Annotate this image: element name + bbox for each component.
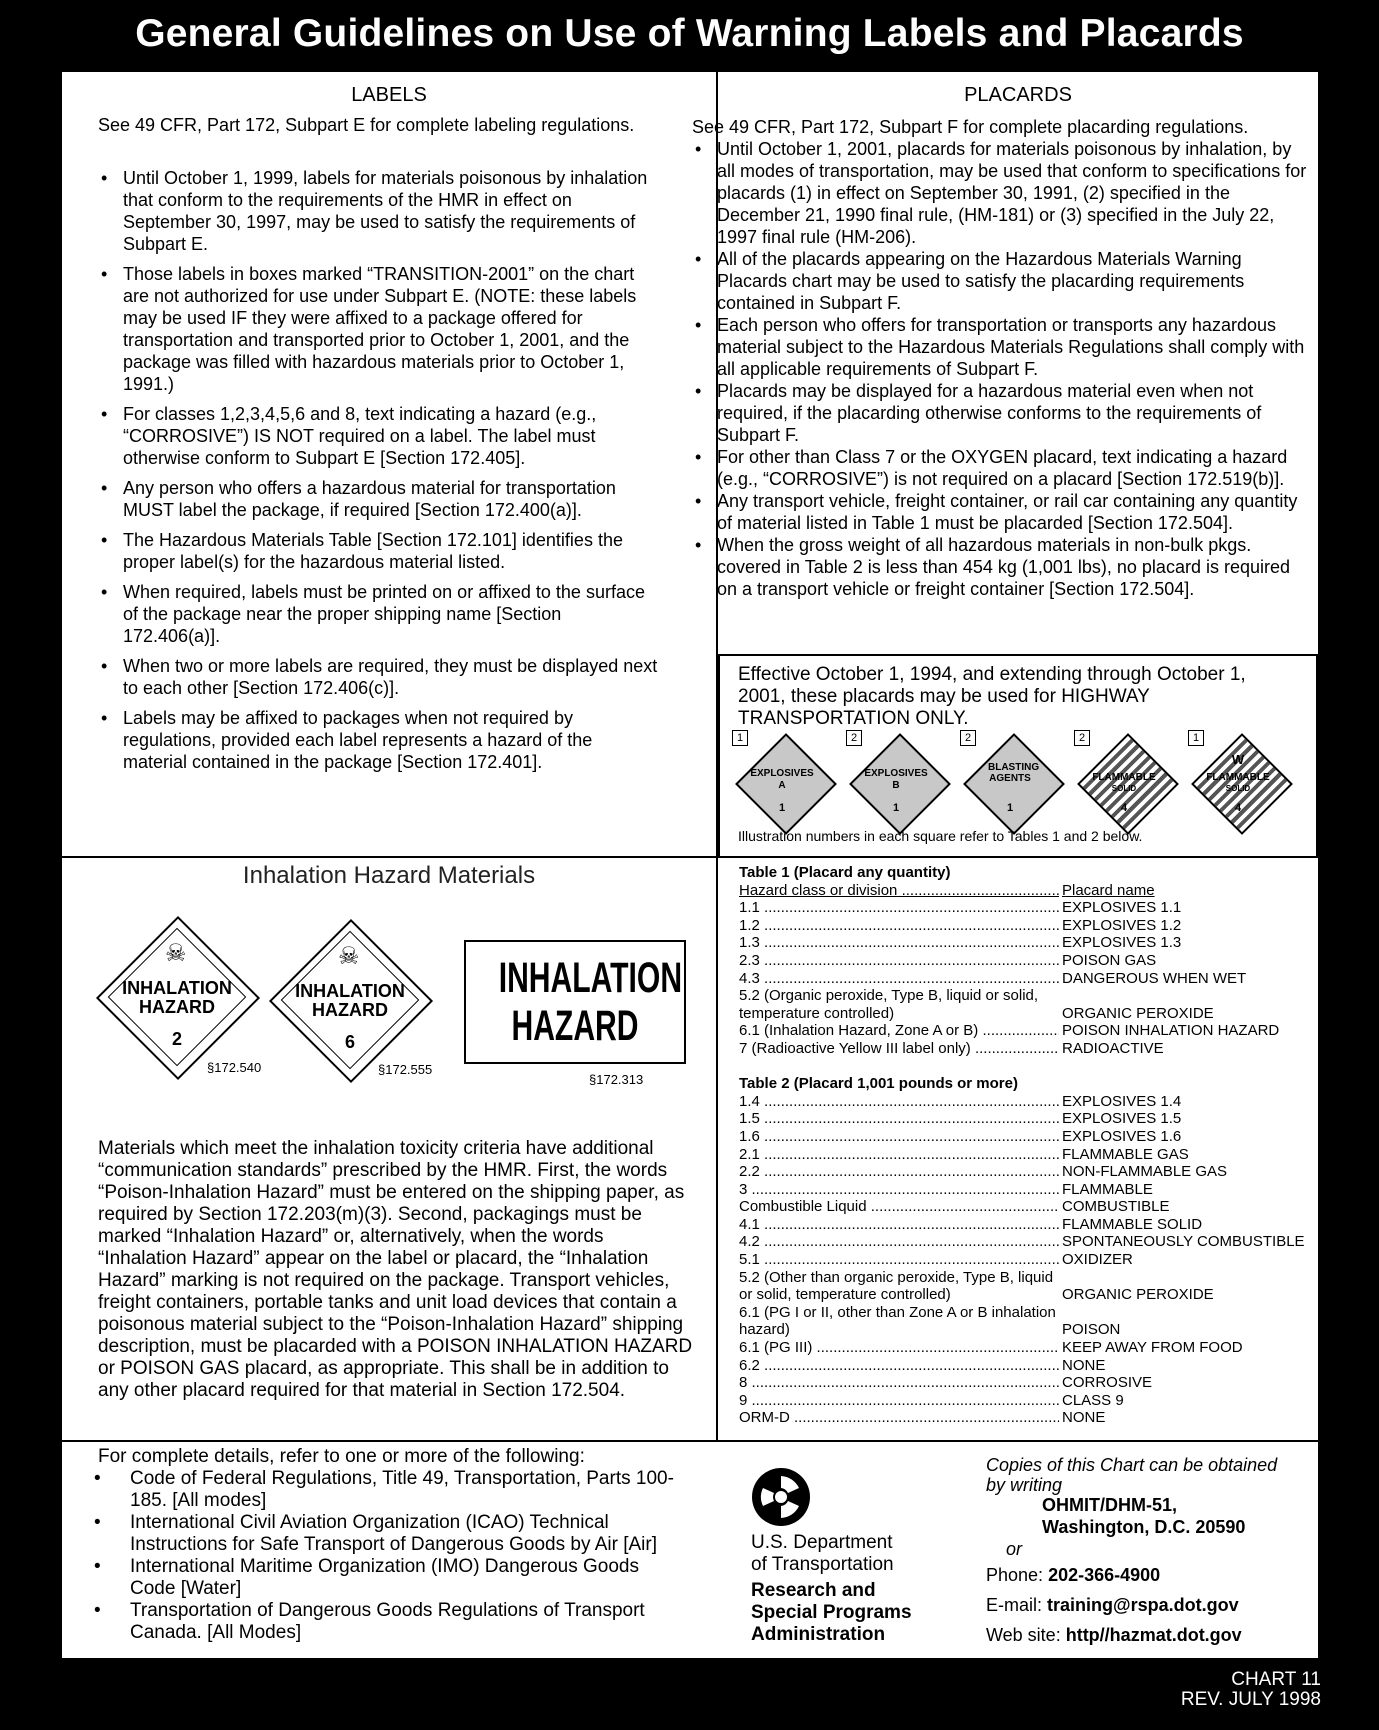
placard-flammable-solid-w: [1188, 730, 1288, 830]
column-header-text: Hazard class or division: [739, 881, 898, 899]
label-class: 6: [344, 1032, 355, 1052]
table1-title: Table 1 (Placard any quantity): [739, 864, 951, 881]
placard-blasting-agents: [960, 730, 1060, 830]
phone-number: 202-366-4900: [1048, 1565, 1161, 1585]
inhalation-paragraph: Materials which meet the inhalation toxicity criteria have additional “communication standards” prescribed by the HMR. First, the words “Poison-Inhalation Hazard” must be entered on the shipping paper, as required by Section 172.203(m)(3). Second, packagings must be marked “Inhalation Hazard” or, alternatively, when the words “Inhalation Hazard” appear on the label or placard, the “Inhalation Hazard” marking is not required on the package. Transport vehicles, freight containers, portable tanks and unit load devices that contain a poisonous material subject to the “Poison-Inhalation Hazard” shipping description, must be placarded with a POISON INHALATION HAZARD or POISON GAS placard, as appropriate. This shall be in addition to any other placard required for that material in Section 172.504.: [98, 1138, 693, 1401]
placard-name: ORGANIC PEROXIDE: [1059, 1005, 1214, 1023]
table-row: [739, 1022, 1304, 1040]
placard-name: RADIOACTIVE: [1059, 1040, 1164, 1058]
table2-rows: [739, 1093, 1304, 1427]
placard-label: FLAMMABLE: [1092, 772, 1156, 783]
placard-tables: [739, 864, 1304, 1427]
hazard-class-text: 1.6: [739, 1127, 760, 1145]
hazard-class-text: 1.5: [739, 1110, 760, 1128]
placard-name: EXPLOSIVES 1.4: [1059, 1093, 1181, 1111]
table-row: [739, 899, 1304, 917]
table-row: [739, 1163, 1304, 1181]
marking-line1: INHALATION: [498, 954, 683, 1002]
website-label: Web site:: [986, 1625, 1066, 1645]
website-link[interactable]: http//hazmat.dot.gov: [1065, 1625, 1242, 1645]
placard-name: EXPLOSIVES 1.3: [1059, 934, 1181, 952]
hazard-class: [739, 1110, 1059, 1128]
hazard-class: [739, 1040, 1059, 1058]
address-line1: OHMIT/DHM-51,: [1042, 1495, 1177, 1515]
list-item: • Each person who offers for transportation or transports any hazardous material subject to the Hazardous Materials Regulations shall comply with all applicable requirements of Subpart F.: [692, 314, 1312, 380]
table-row: [739, 952, 1304, 970]
list-item: • For classes 1,2,3,4,5,6 and 8, text indicating a hazard (e.g., “CORROSIVE”) IS NOT required on a label. The label must otherwise conform to Subpart E [Section 172.405].: [98, 403, 658, 469]
placard-class: 1: [1006, 802, 1014, 814]
hazard-class-text: ORM-D: [739, 1409, 790, 1427]
table-row: [739, 1128, 1304, 1146]
section-ref: §172.313: [589, 1072, 644, 1087]
placard-label: FLAMMABLE: [1206, 772, 1270, 783]
hazard-class-text: 3: [739, 1180, 748, 1198]
placard-name: CORROSIVE: [1059, 1374, 1152, 1392]
placard-sub: SOLID: [1225, 784, 1251, 793]
placard-name: POISON GAS: [1059, 952, 1156, 970]
hazard-class-text: 9: [739, 1391, 748, 1409]
section-ref: §172.555: [378, 1062, 433, 1077]
label-text: INHALATION HAZARD: [295, 981, 405, 1020]
list-item: • Any person who offers a hazardous material for transportation MUST label the package, if required [Section 172.400(a)].: [98, 477, 658, 521]
table-row: [739, 1339, 1304, 1357]
hazard-class-text: 1.4: [739, 1092, 760, 1110]
table-row: [739, 917, 1304, 935]
email-link[interactable]: training@rspa.dot.gov: [1047, 1595, 1239, 1615]
hazard-class: [739, 1339, 1059, 1357]
placard-diamond: [963, 733, 1065, 835]
placard-name: EXPLOSIVES 1.5: [1059, 1110, 1181, 1128]
list-item: • International Maritime Organization (IMO) Dangerous Goods Code [Water]: [90, 1556, 680, 1600]
table-row: [739, 1110, 1304, 1128]
chart-number: CHART 11: [1231, 1669, 1321, 1690]
hazard-class-text: 5.1: [739, 1251, 760, 1269]
table-row: [739, 1181, 1304, 1199]
inhalation-marking: [464, 940, 686, 1064]
hazard-class-text: 6.1 (PG III): [739, 1339, 813, 1357]
references-list: [90, 1468, 680, 1644]
placard-sub: SOLID: [1111, 784, 1137, 793]
chart-sheet: [62, 72, 1318, 1658]
list-item: • Those labels in boxes marked “TRANSITION-2001” on the chart are not authorized for use under Subpart E. (NOTE: these labels may be used IF they were affixed to a package offered for transportation and transported prior to October 1, 2001, and the package was filled with hazardous materials prior to October 1, 1991.): [98, 263, 658, 395]
table-row: [739, 1233, 1304, 1251]
hazard-class: [739, 1269, 1059, 1304]
placard-name: NONE: [1059, 1357, 1105, 1375]
placard-class: 4: [1120, 802, 1128, 814]
hazard-class: [739, 1304, 1059, 1339]
table-spacer: [739, 1058, 1304, 1076]
hazard-class-text: 6.1 (Inhalation Hazard, Zone A or B): [739, 1022, 979, 1040]
inhalation-heading: Inhalation Hazard Materials: [242, 862, 536, 889]
placard-name: FLAMMABLE SOLID: [1059, 1216, 1202, 1234]
dot-name-line2: of Transportation: [751, 1554, 894, 1575]
phone-line: [986, 1564, 1160, 1586]
left-section-divider: [62, 856, 716, 858]
footer-heading: For complete details, refer to one or more of the following:: [98, 1446, 585, 1467]
table-row: [739, 1093, 1304, 1111]
labels-list: [98, 167, 658, 781]
rspa-line1: Research and: [751, 1580, 876, 1601]
illustration-number: 1: [1188, 730, 1204, 746]
table-row: [739, 1374, 1304, 1392]
hazard-class: [739, 1233, 1059, 1251]
placard-name: FLAMMABLE GAS: [1059, 1146, 1189, 1164]
placard-explosives-a: [732, 730, 832, 830]
skull-icon: ☠: [165, 940, 187, 967]
hazard-class: [739, 1022, 1059, 1040]
hazard-class-text: Combustible Liquid: [739, 1198, 867, 1216]
hazard-class-text: 5.2 (Other than organic peroxide, Type B, liquid or solid, temperature controlled): [739, 1268, 1054, 1304]
page-title: General Guidelines on Use of Warning Labels and Placards: [135, 12, 1244, 55]
placard-name: ORGANIC PEROXIDE: [1059, 1286, 1214, 1304]
placard-name: KEEP AWAY FROM FOOD: [1059, 1339, 1243, 1357]
hazard-class-text: 6.1 (PG I or II, other than Zone A or B inhalation hazard): [739, 1303, 1056, 1339]
list-item: • Until October 1, 2001, placards for materials poisonous by inhalation, by all modes of transportation, may be used that conform to specifications for placards (1) in effect on September 30, 1991, (2) specified in the December 21, 1990 final rule, (HM-181) or (3) specified in the July 22, 1997 final rule (HM-206).: [692, 138, 1312, 248]
placard-class: 1: [892, 802, 900, 814]
footer-divider: [62, 1440, 1318, 1442]
list-item: • When two or more labels are required, they must be displayed next to each other [Section 172.406(c)].: [98, 655, 658, 699]
hazard-class-text: 1.2: [739, 916, 760, 934]
hazard-class: [739, 1146, 1059, 1164]
dot-logo-icon: [752, 1468, 810, 1526]
hazard-class-text: 4.3: [739, 969, 760, 987]
hazard-class-text: 1.1: [739, 899, 760, 917]
placard-name: DANGEROUS WHEN WET: [1059, 970, 1246, 988]
placard-class: 4: [1234, 802, 1242, 814]
table-row: [739, 1216, 1304, 1234]
hazard-class: [739, 1198, 1059, 1216]
hazard-class: [739, 1181, 1059, 1199]
placard-name: COMBUSTIBLE: [1059, 1198, 1170, 1216]
list-item: • Labels may be affixed to packages when not required by regulations, provided each label represents a hazard of the material contained in the package [Section 172.401].: [98, 707, 658, 773]
phone-label: Phone:: [986, 1565, 1049, 1585]
rspa-line2: Special Programs: [751, 1602, 912, 1623]
hazard-class: [739, 1374, 1059, 1392]
or-text: or: [1006, 1539, 1023, 1559]
label-class: 2: [171, 1029, 182, 1049]
illustration-number: 2: [846, 730, 862, 746]
placard-name: POISON: [1059, 1321, 1120, 1339]
placard-name: CLASS 9: [1059, 1392, 1124, 1410]
list-item: • When required, labels must be printed on or affixed to the surface of the package near the proper shipping name [Section 172.406(a)].: [98, 581, 658, 647]
hazard-class: [739, 1392, 1059, 1410]
table1-rows: [739, 899, 1304, 1057]
illustration-number: 2: [1074, 730, 1090, 746]
table2-title: Table 2 (Placard 1,001 pounds or more): [739, 1075, 1018, 1093]
table-row: [739, 1357, 1304, 1375]
hazard-class-text: 1.3: [739, 934, 760, 952]
section-ref: §172.540: [207, 1060, 262, 1075]
placard-flammable-solid: [1074, 730, 1174, 830]
placard-label: EXPLOSIVES: [750, 768, 814, 779]
placard-name: FLAMMABLE: [1059, 1181, 1153, 1199]
copies-line1: Copies of this Chart can be obtained: [986, 1455, 1278, 1475]
table-row: [739, 934, 1304, 952]
placard-label: BLASTING AGENTS: [988, 762, 1040, 784]
list-item: • Placards may be displayed for a hazardous material even when not required, if the placarding otherwise conforms to the requirements of Subpart F.: [692, 380, 1312, 446]
copies-line2: by writing: [986, 1475, 1063, 1495]
placard-label: EXPLOSIVES: [864, 768, 928, 779]
placard-name: EXPLOSIVES 1.6: [1059, 1128, 1181, 1146]
highway-placards-box: [718, 654, 1318, 858]
illustration-number: 1: [732, 730, 748, 746]
dot-name-line1: U.S. Department: [751, 1532, 893, 1553]
table-row: [739, 1146, 1304, 1164]
placard-name: SPONTANEOUSLY COMBUSTIBLE: [1059, 1233, 1305, 1251]
placard-name: NONE: [1059, 1409, 1105, 1427]
list-item: • Any transport vehicle, freight container, or rail car containing any quantity of material listed in Table 1 must be placarded [Section 172.504].: [692, 490, 1312, 534]
list-item: • Until October 1, 1999, labels for materials poisonous by inhalation that conform to the requirements of the HMR in effect on September 30, 1997, may be used to satisfy the requirements of Subpart E.: [98, 167, 658, 255]
hazard-class: [739, 1251, 1059, 1269]
list-item: • When the gross weight of all hazardous materials in non-bulk pkgs. covered in Table 2 is less than 454 kg (1,001 lbs), no placard is required on a transport vehicle or freight container [Section 172.504].: [692, 534, 1312, 600]
rspa-line3: Administration: [751, 1624, 886, 1645]
marking-line2: HAZARD: [511, 1002, 639, 1050]
placard-explosives-b: [846, 730, 946, 830]
table-row: [739, 970, 1304, 988]
placard-name: EXPLOSIVES 1.1: [1059, 899, 1181, 917]
table-row: [739, 1392, 1304, 1410]
placards-heading: PLACARDS: [964, 84, 1072, 106]
email-label: E-mail:: [986, 1595, 1048, 1615]
placard-sub: A: [778, 780, 786, 791]
hazard-class: [739, 1216, 1059, 1234]
table-row: [739, 1251, 1304, 1269]
hazard-class: [739, 917, 1059, 935]
hazard-class-text: 2.2: [739, 1163, 760, 1181]
table-row: [739, 1040, 1304, 1058]
hazard-class: [739, 899, 1059, 917]
list-item: • For other than Class 7 or the OXYGEN placard, text indicating a hazard (e.g., “CORROSIVE”) is not required on a placard [Section 172.519(b)].: [692, 446, 1312, 490]
labels-heading: LABELS: [351, 84, 427, 106]
hazard-class-text: 4.1: [739, 1215, 760, 1233]
email-line: [986, 1594, 1239, 1616]
address-line2: Washington, D.C. 20590: [1042, 1517, 1246, 1537]
highway-box-text: Effective October 1, 1994, and extending through October 1, 2001, these placards may be used for HIGHWAY TRANSPORTATION ONLY.: [738, 664, 1246, 729]
hazard-class: [739, 1357, 1059, 1375]
table-row: [739, 1269, 1304, 1304]
hazard-class-text: 2.1: [739, 1145, 760, 1163]
hazard-class-text: 4.2: [739, 1233, 760, 1251]
list-item: • All of the placards appearing on the Hazardous Materials Warning Placards chart may be used to satisfy the placarding requirements contained in Subpart F.: [692, 248, 1312, 314]
list-item: • Transportation of Dangerous Goods Regulations of Transport Canada. [All Modes]: [90, 1600, 680, 1644]
column-header: [739, 882, 1059, 900]
chart-number-block: [1181, 1670, 1321, 1710]
placard-sub: B: [892, 780, 900, 791]
hazard-class: [739, 1163, 1059, 1181]
table-row: [739, 1409, 1304, 1427]
label-text: INHALATION HAZARD: [122, 978, 232, 1017]
hazard-class-text: 2.3: [739, 951, 760, 969]
table-row: [739, 987, 1304, 1022]
column-header: Placard name: [1059, 882, 1155, 900]
inhalation-label-2: [97, 917, 257, 1077]
skull-icon: ☠: [338, 943, 360, 970]
hazard-class-text: 6.2: [739, 1356, 760, 1374]
table-row: [739, 1198, 1304, 1216]
inhalation-label-6: [270, 920, 433, 1080]
placard-name: OXIDIZER: [1059, 1251, 1133, 1269]
highway-box-note: Illustration numbers in each square refer to Tables 1 and 2 below.: [738, 828, 1143, 844]
hazard-class: [739, 952, 1059, 970]
placard-name: NON-FLAMMABLE GAS: [1059, 1163, 1227, 1181]
labels-intro: See 49 CFR, Part 172, Subpart E for complete labeling regulations.: [98, 115, 635, 135]
placard-class: 1: [778, 802, 786, 814]
list-item: • International Civil Aviation Organization (ICAO) Technical Instructions for Safe Transport of Dangerous Goods by Air [Air]: [90, 1512, 680, 1556]
placard-top-letter: W: [1231, 752, 1245, 767]
hazard-class-text: 8: [739, 1374, 748, 1392]
revision-date: REV. JULY 1998: [1180, 1689, 1321, 1710]
hazard-class: [739, 934, 1059, 952]
placards-list: [692, 138, 1312, 600]
hazard-class-text: 5.2 (Organic peroxide, Type B, liquid or solid, temperature controlled): [739, 987, 1039, 1022]
table-header: [739, 882, 1304, 900]
illustration-number: 2: [960, 730, 976, 746]
hazard-class: [739, 970, 1059, 988]
hazard-class: [739, 1409, 1059, 1427]
hazard-class: [739, 1128, 1059, 1146]
table-row: [739, 1304, 1304, 1339]
hazard-class: [739, 987, 1059, 1022]
dot-triskelion-icon: [752, 1468, 810, 1526]
placards-intro: See 49 CFR, Part 172, Subpart F for complete placarding regulations.: [692, 117, 1249, 137]
placard-name: POISON INHALATION HAZARD: [1059, 1022, 1279, 1040]
hazard-class: [739, 1093, 1059, 1111]
list-item: • The Hazardous Materials Table [Section 172.101] identifies the proper label(s) for the hazardous material listed.: [98, 529, 658, 573]
list-item: • Code of Federal Regulations, Title 49, Transportation, Parts 100-185. [All modes]: [90, 1468, 680, 1512]
hazard-class-text: 7 (Radioactive Yellow III label only): [739, 1039, 971, 1057]
website-line: [986, 1624, 1242, 1646]
placard-name: EXPLOSIVES 1.2: [1059, 917, 1181, 935]
